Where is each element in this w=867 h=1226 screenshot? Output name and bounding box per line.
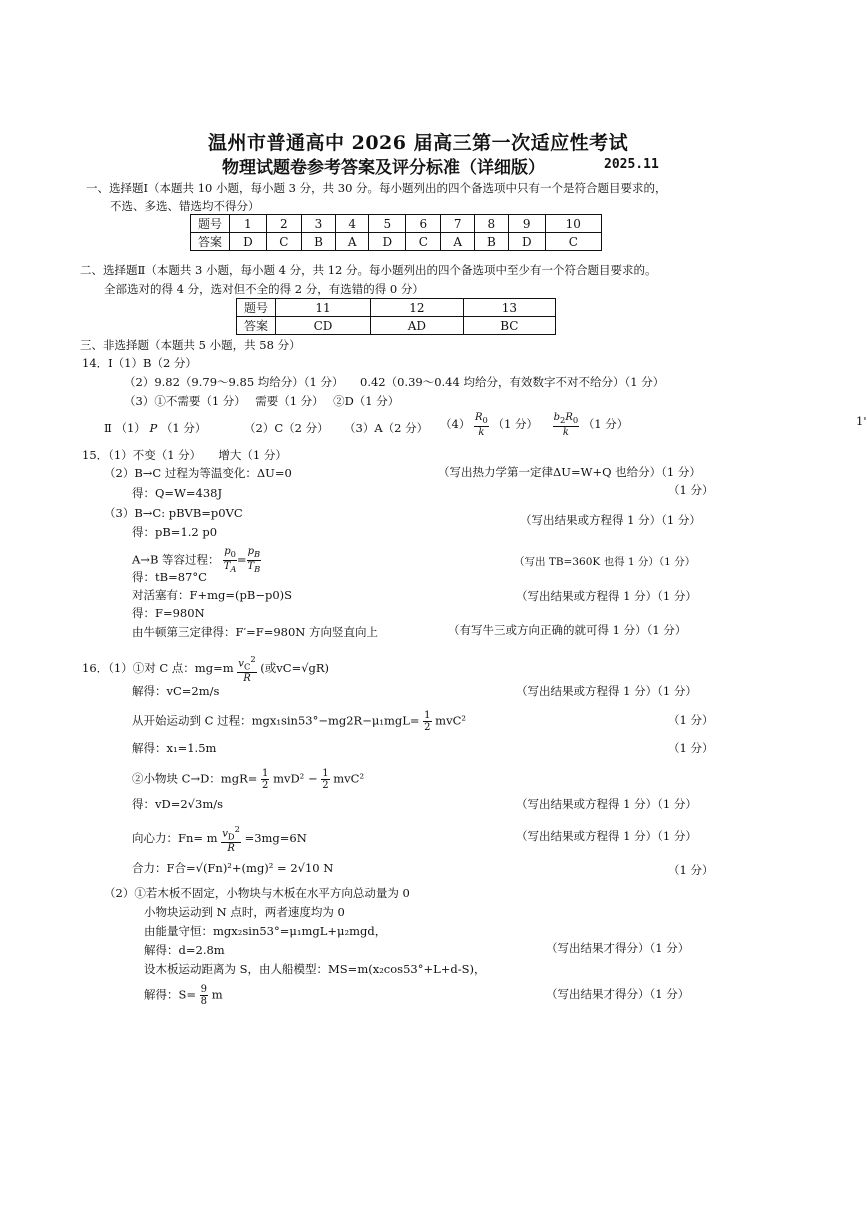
q15-line10: 由牛顿第三定律得：F′=F=980N 方向竖直向上 xyxy=(132,625,379,639)
q16-line6: 得：vD=2√3m/s xyxy=(132,797,223,811)
q14-line2b: 0.42（0.39～0.44 均给分，有效数字不对不给分）（1 分） xyxy=(360,375,665,389)
section1-heading-cont: 不选、多选、错选均不得分） xyxy=(110,199,260,213)
table-cell: 11 xyxy=(276,299,371,317)
q15-line6-text: A→B 等容过程： xyxy=(132,552,220,567)
table-cell: 9 xyxy=(508,215,545,233)
q14-item4-score: （1 分） xyxy=(492,417,538,431)
page-subtitle: 物理试题卷参考答案及评分标准（详细版） xyxy=(222,158,545,178)
q16-line7-text: 向心力：Fn= m xyxy=(132,831,218,846)
q15-line10-score: （有写牛三或方向正确的就可得 1 分）（1 分） xyxy=(448,623,687,637)
q16-line10: 小物块运动到 N 点时，两者速度均为 0 xyxy=(144,905,345,919)
q16-line14 xyxy=(144,984,223,1007)
q16-line11: 由能量守恒：mgx₂sin53°=μ₁mgL+μ₂mgd， xyxy=(144,924,387,938)
q16-line8-score: （1 分） xyxy=(668,863,714,877)
table-row-label: 题号 xyxy=(191,215,230,233)
table-cell: 10 xyxy=(545,215,601,233)
q16-line5-tail: mvC² xyxy=(333,771,365,786)
q14-item4-prefix: （4） xyxy=(440,417,471,431)
fraction-pb-over-tb: $\frac{p_B}{T_B}$ xyxy=(247,546,261,574)
q16-line4: 解得：x₁=1.5m xyxy=(132,741,217,755)
q15-line8-score: （写出结果或方程得 1 分）（1 分） xyxy=(516,589,697,603)
table-cell: CD xyxy=(276,317,371,335)
table-cell: D xyxy=(230,233,267,251)
table-row xyxy=(237,299,556,317)
page-title: 温州市普通高中 2026 届高三第一次适应性考试 xyxy=(208,132,629,154)
table-row xyxy=(191,233,602,251)
table-cell: BC xyxy=(463,317,555,335)
q16-line5-text: ②小物块 C→D：mgR= xyxy=(132,771,258,786)
q14-item4-score2: （1 分） xyxy=(582,417,629,431)
q16-line7-score: （写出结果或方程得 1 分）（1 分） xyxy=(516,829,697,843)
table-cell: 3 xyxy=(301,215,335,233)
table-cell: B xyxy=(474,233,508,251)
fraction-vd2-over-r: $\frac{v_D^2}{R}$ xyxy=(222,824,240,855)
table-cell: 8 xyxy=(474,215,508,233)
table-row xyxy=(237,317,556,335)
q15-line4: （3）B→C: pBVB=p0VC xyxy=(104,506,243,520)
table-cell: C xyxy=(406,233,441,251)
q16-line13: 设木板运动距离为 S，由人船模型：MS=m(x₂cos53°+L+d-S)， xyxy=(144,962,486,976)
q16-line12: 解得：d=2.8m xyxy=(144,943,225,957)
q16-line5-mid: mvD² − xyxy=(273,771,318,786)
fraction-one-half: $\frac{1}{2}$ xyxy=(322,768,329,791)
q16-line2: 解得：vC=2m/s xyxy=(132,684,220,698)
q16-line7 xyxy=(132,824,307,854)
fraction-r0-over-k: $\frac{R_0}{k}$ xyxy=(474,412,488,438)
q15-line6-score: （写出 TB=360K 也得 1 分）（1 分） xyxy=(514,556,696,568)
q14-part2-item2: （2）C（2 分） xyxy=(244,421,329,435)
q16-line14-unit: m xyxy=(211,987,223,1002)
table-cell: 1 xyxy=(230,215,267,233)
q16-line1-text: 16．（1）①对 C 点：mg=m xyxy=(82,661,234,676)
q14-part2-item3: （3）A（2 分） xyxy=(344,421,429,435)
q16-line3-text: 从开始运动到 C 过程：mgx₁sin53°−mg2R−μ₁mgL= xyxy=(132,713,420,728)
fraction-vc2-over-r: $\frac{v_C^2}{R}$ xyxy=(238,654,256,685)
table-row-label: 答案 xyxy=(237,317,276,335)
section1-heading: 一、选择题Ⅰ（本题共 10 小题，每小题 3 分，共 30 分。每小题列出的四个备选项中只有一个是符合题目要求的， xyxy=(86,181,667,195)
q16-line9: （2）①若木板不固定，小物块与木板在水平方向总动量为 0 xyxy=(104,886,410,900)
q14-line1: 14．Ⅰ（1）B（2 分） xyxy=(82,356,197,370)
table-row-label: 题号 xyxy=(237,299,276,317)
q15-line2-score: （写出热力学第一定律ΔU=W+Q 也给分）（1 分） xyxy=(438,465,701,479)
table-cell: B xyxy=(301,233,335,251)
q15-line6: A→B 等容过程： $\frac{p_0}{T_A}$ = $\frac{p_B}{T_B}$ xyxy=(132,546,261,574)
table-cell: AD xyxy=(371,317,464,335)
q16-line14-text: 解得：S= xyxy=(144,987,197,1002)
q16-line1 xyxy=(82,654,329,684)
fraction-p0-over-ta: $\frac{p_0}{T_A}$ xyxy=(223,546,237,574)
q16-line4-score: （1 分） xyxy=(668,741,714,755)
q14-p-symbol: P xyxy=(149,421,158,435)
q16-line3 xyxy=(132,710,466,733)
table-cell: 12 xyxy=(371,299,464,317)
section2-heading-cont: 全部选对的得 4 分，选对但不全的得 2 分，有选错的得 0 分） xyxy=(104,282,424,296)
q16-line14-score: （写出结果才得分）（1 分） xyxy=(546,987,690,1001)
q14-part2-prefix: Ⅱ （1） xyxy=(104,421,146,435)
q14-line2a: （2）9.82（9.79～9.85 均给分）（1 分） xyxy=(124,375,344,389)
table-row-label: 答案 xyxy=(191,233,230,251)
q16-line6-score: （写出结果或方程得 1 分）（1 分） xyxy=(516,797,697,811)
q15-line9: 得：F=980N xyxy=(132,606,205,620)
q15-line3: 得：Q=W=438J xyxy=(132,486,223,500)
fraction-one-half: $\frac{1}{2}$ xyxy=(262,768,269,791)
q15-line4-score: （写出结果或方程得 1 分）（1 分） xyxy=(520,513,701,527)
document-date: 2025.11 xyxy=(604,157,659,172)
table-cell: A xyxy=(441,233,474,251)
fraction-nine-eighths: $\frac{9}{8}$ xyxy=(200,984,208,1007)
q16-line12-score: （写出结果才得分）（1 分） xyxy=(546,941,690,955)
section1-answer-table xyxy=(190,214,602,251)
section2-heading: 二、选择题Ⅱ（本题共 3 小题，每小题 4 分，共 12 分。每小题列出的四个备选项中至少有一个符合题目要求的。 xyxy=(80,263,657,277)
q15-line8: 对活塞有：F+mg=(pB−p0)S xyxy=(132,588,292,602)
q16-line3-tail: mvC² xyxy=(435,713,466,728)
section3-heading: 三、非选择题（本题共 5 小题，共 58 分） xyxy=(80,338,301,352)
table-cell: D xyxy=(369,233,406,251)
table-cell: A xyxy=(335,233,368,251)
table-cell: 6 xyxy=(406,215,441,233)
table-cell: 4 xyxy=(335,215,368,233)
table-cell: 7 xyxy=(441,215,474,233)
q15-line1: 15．（1）不变（1 分） 增大（1 分） xyxy=(82,448,287,462)
q15-line5: 得：pB=1.2 p0 xyxy=(132,525,218,539)
q16-line3-score: （1 分） xyxy=(668,713,714,727)
q15-line3-score: （1 分） xyxy=(668,483,714,497)
fraction-b2r0-over-k: $\frac{b_2R_0}{k}$ xyxy=(553,412,579,438)
page-edge-mark: 1' xyxy=(856,414,867,428)
q16-line2-score: （写出结果或方程得 1 分）（1 分） xyxy=(516,684,697,698)
table-cell: 2 xyxy=(266,215,301,233)
table-row xyxy=(191,215,602,233)
q16-line7-tail: =3mg=6N xyxy=(244,831,307,846)
table-cell: 13 xyxy=(463,299,555,317)
q14-part2-label xyxy=(104,420,206,436)
table-cell: D xyxy=(508,233,545,251)
q15-line2: （2）B→C 过程为等温变化：ΔU=0 xyxy=(104,466,292,480)
q14-part2-score: （1 分） xyxy=(160,421,207,435)
table-cell: C xyxy=(266,233,301,251)
q14-line3: （3）①不需要（1 分） 需要（1 分） ②D（1 分） xyxy=(124,394,400,408)
table-cell: 5 xyxy=(369,215,406,233)
q16-line5 xyxy=(132,768,364,791)
q14-part2-item4 xyxy=(440,412,628,438)
q16-line1-alt: (或vC=√gR) xyxy=(260,661,330,676)
section2-answer-table xyxy=(236,298,556,335)
q16-line8: 合力：F合=√(Fn)²+(mg)² = 2√10 N xyxy=(132,861,334,875)
table-cell: C xyxy=(545,233,601,251)
fraction-one-half: $\frac{1}{2}$ xyxy=(424,710,431,733)
q15-line7: 得：tB=87°C xyxy=(132,570,207,584)
